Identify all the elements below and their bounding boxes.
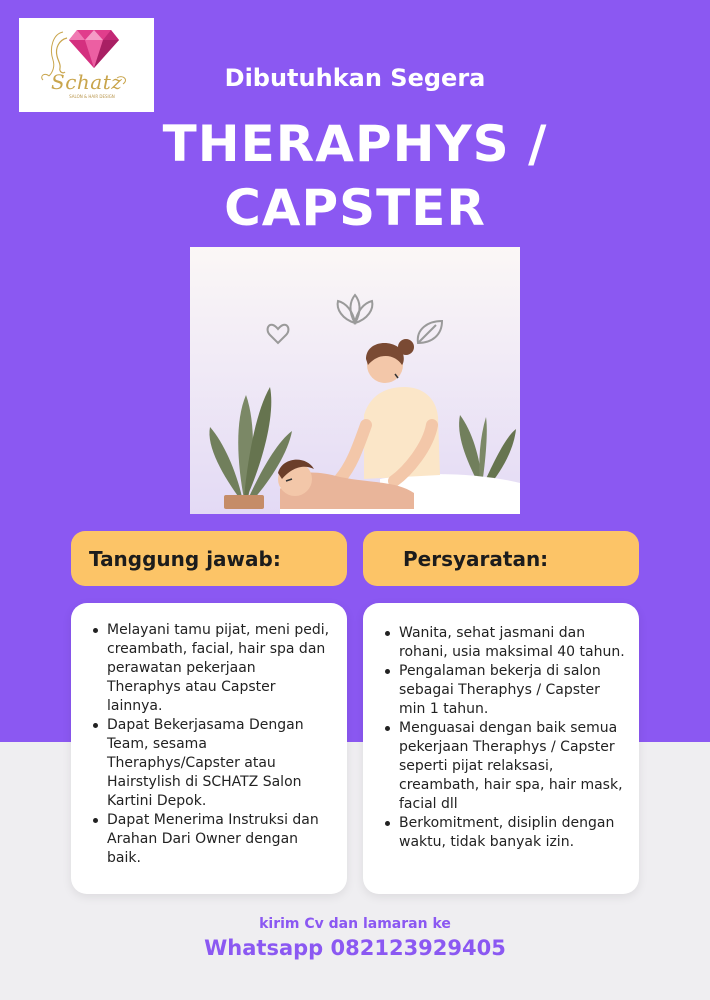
footer-note: kirim Cv dan lamaran ke	[259, 916, 451, 932]
list-item: Melayani tamu pijat, meni pedi, creambath, facial, hair spa dan perawatan pekerjaan Theraphys atau Capster lainnya.	[89, 621, 333, 716]
requirements-list	[381, 624, 625, 852]
logo-wordmark: Schatz	[51, 70, 123, 94]
requirements-card	[363, 603, 639, 894]
massage-illustration	[190, 247, 520, 514]
title-line-1: THERAPHYS /	[162, 115, 548, 173]
title-line-2: CAPSTER	[224, 179, 486, 237]
responsibilities-list	[89, 621, 333, 868]
list-item: Pengalaman bekerja di salon sebagai Theraphys / Capster min 1 tahun.	[381, 662, 625, 719]
list-item: Berkomitment, disiplin dengan waktu, tidak banyak izin.	[381, 814, 625, 852]
list-item: Dapat Bekerjasama Dengan Team, sesama Theraphys/Capster atau Hairstylish di SCHATZ Salon Kartini Depok.	[89, 716, 333, 811]
list-item: Dapat Menerima Instruksi dan Arahan Dari Owner dengan baik.	[89, 811, 333, 868]
logo-subtext: SALON & HAIR DESIGN	[69, 94, 115, 99]
page-title	[0, 112, 710, 240]
whatsapp-contact: Whatsapp 082123929405	[204, 936, 506, 960]
requirements-heading: Persyaratan:	[363, 531, 639, 586]
responsibilities-card	[71, 603, 347, 894]
headline-subtitle: Dibutuhkan Segera	[224, 64, 486, 92]
list-item: Menguasai dengan baik semua pekerjaan Theraphys / Capster seperti pijat relaksasi, creambath, hair spa, hair mask, facial dll	[381, 719, 625, 814]
responsibilities-heading: Tanggung jawab:	[71, 531, 347, 586]
list-item: Wanita, sehat jasmani dan rohani, usia maksimal 40 tahun.	[381, 624, 625, 662]
